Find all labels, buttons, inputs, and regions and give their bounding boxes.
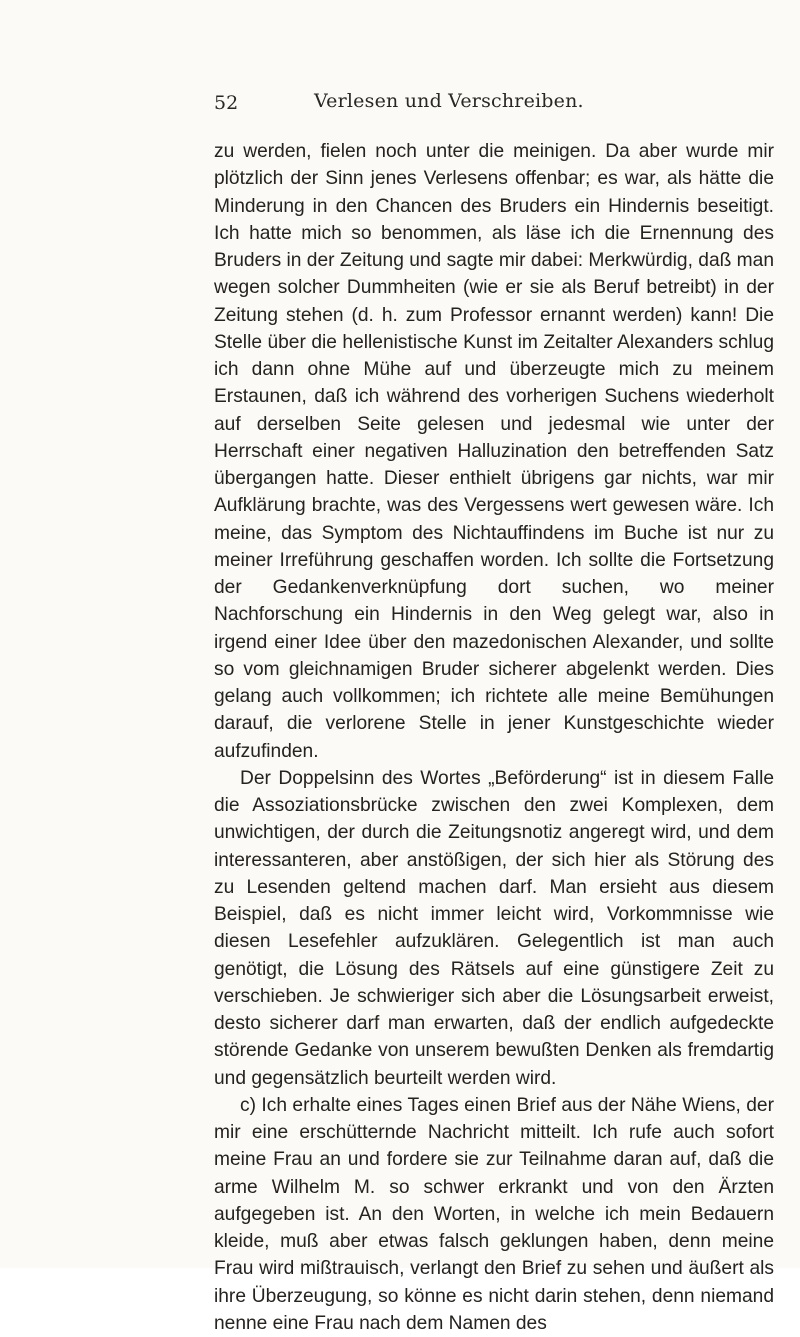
- paragraph-example-c: c) Ich erhalte eines Tages einen Brief aus der Nähe Wiens, der mir eine erschütternde Nachricht mitteilt. Ich rufe auch sofort meine Frau an und fordere sie zur Teilnahme daran auf, daß die arme Wilhelm M. so schwer erkrankt und von den Ärzten aufgegeben ist. An den Worten, in welche ich mein Bedauern kleide, muß aber etwas falsch geklungen haben, denn meine Frau wird mißtrauisch, verlangt den Brief zu sehen und äußert als ihre Überzeugung, so könne es nicht darin stehen, denn niemand nenne eine Frau nach dem Namen des: [214, 1094, 774, 1334]
- running-title: Verlesen und Verschreiben.: [314, 90, 584, 112]
- running-head: [214, 90, 774, 120]
- paragraph-continued: zu werden, fielen noch unter die meinigen. Da aber wurde mir plötzlich der Sinn jenes Verlesens offenbar; es war, als hätte die Minderung in den Chancen des Bruders ein Hindernis beseitigt. Ich hatte mich so benommen, als läse ich die Ernennung des Bruders in der Zeitung und sagte mir dabei: Merkwürdig, daß man wegen solcher Dummheiten (wie er sie als Beruf betreibt) in der Zeitung stehen (d. h. zum Professor ernannt werden) kann! Die Stelle über die hellenistische Kunst im Zeitalter Alexanders schlug ich dann ohne Mühe auf und überzeugte mich zu meinem Erstaunen, daß ich während des vorherigen Suchens wiederholt auf derselben Seite gelesen und jedesmal wie unter der Herrschaft einer negativen Halluzination den betreffenden Satz übergangen hatte. Dieser enthielt übrigens gar nichts, war mir Aufklärung brachte, was des Vergessens wert gewesen wäre. Ich meine, das Symptom des Nichtauffindens im Buche ist nur zu meiner Irreführung geschaffen worden. Ich sollte die Fortsetzung der Gedankenverknüpfung dort suchen, wo meiner Nachforschung ein Hindernis in den Weg gelegt war, also in irgend einer Idee über den mazedonischen Alexander, und sollte so vom gleichnamigen Bruder sicherer abgelenkt werden. Dies gelang auch vollkommen; ich richtete alle meine Bemühungen darauf, die verlorene Stelle in jener Kunstgeschichte wieder aufzufinden.: [214, 141, 774, 762]
- page-number: 52: [214, 92, 239, 114]
- paragraph-doppelsinn: Der Doppelsinn des Wortes „Beförderung“ ist in diesem Falle die Assoziationsbrücke zwischen den zwei Komplexen, dem unwichtigen, der durch die Zeitungsnotiz angeregt wird, und dem interessanteren, aber anstößigen, der sich hier als Störung des zu Lesenden geltend machen darf. Man ersieht aus diesem Beispiel, daß es nicht immer leicht wird, Vorkommnisse wie diesen Lesefehler aufzuklären. Gelegentlich ist man auch genötigt, die Lösung des Rätsels auf eine günstigere Zeit zu verschieben. Je schwieriger sich aber die Lösungsarbeit erweist, desto sicherer darf man erwarten, daß der endlich aufgedeckte störende Gedanke von unserem bewußten Denken als fremdartig und gegensätzlich beurteilt werden wird.: [214, 767, 774, 1089]
- body-text: [214, 138, 774, 1337]
